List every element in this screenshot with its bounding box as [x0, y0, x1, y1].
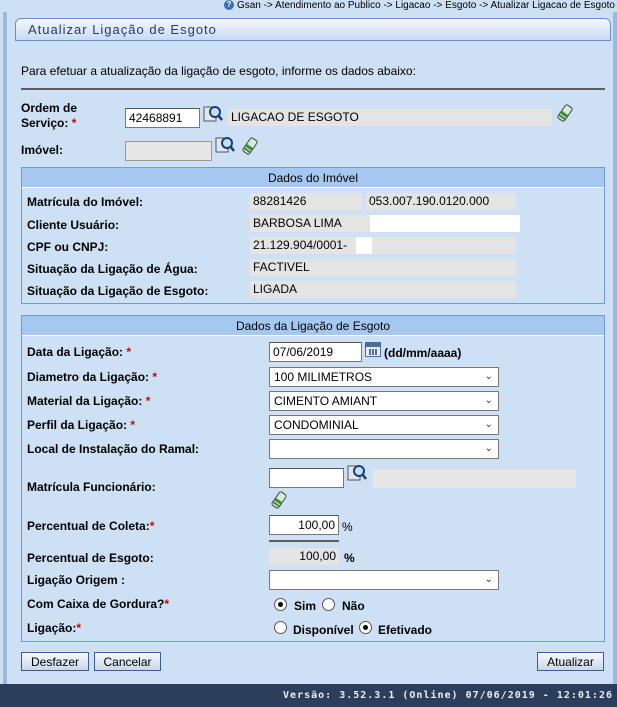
inscricao-value: 053.007.190.0120.000 — [366, 193, 516, 210]
search-icon[interactable] — [215, 135, 235, 155]
ligacao-origem-label: Ligação Origem : — [27, 573, 126, 587]
percentual-esgoto-label: Percentual de Esgoto: — [27, 551, 154, 565]
chevron-down-icon: ⌄ — [484, 574, 493, 585]
local-instalacao-select[interactable] — [269, 439, 499, 459]
caixa-gordura-sim-label: Sim — [294, 599, 317, 613]
intro-text: Para efetuar a atualização da ligação de esgoto, informe os dados abaixo: — [21, 64, 416, 78]
dados-imovel-header: Dados do Imóvel — [22, 168, 604, 188]
ligacao-status-label: Ligação:* — [27, 621, 82, 635]
ordem-servico-label-2: Serviço: * — [21, 116, 77, 130]
data-ligacao-label: Data da Ligação: * — [27, 345, 132, 359]
situacao-esgoto-value: LIGADA — [250, 281, 516, 298]
situacao-agua-value: FACTIVEL — [250, 259, 516, 276]
matricula-imovel-label: Matrícula do Imóvel: — [27, 195, 144, 209]
eraser-icon[interactable] — [242, 137, 258, 155]
cpf-cnpj-label: CPF ou CNPJ: — [27, 240, 109, 254]
ligacao-disponivel-label: Disponível — [293, 623, 354, 637]
atualizar-button[interactable]: Atualizar — [537, 652, 604, 671]
eraser-icon[interactable] — [271, 491, 287, 509]
search-icon[interactable] — [347, 463, 367, 483]
chevron-down-icon: ⌄ — [484, 443, 493, 454]
dados-ligacao-header: Dados da Ligação de Esgoto — [22, 316, 604, 336]
ligacao-efetivado-label: Efetivado — [378, 623, 433, 637]
cliente-usuario-value: BARBOSA LIMA — [250, 215, 516, 232]
funcionario-name-field — [373, 469, 576, 488]
imovel-input[interactable] — [125, 141, 212, 161]
matricula-imovel-value: 88281426 — [250, 193, 362, 210]
percentual-esgoto-value: 100,00 — [269, 548, 339, 565]
caixa-gordura-nao-label: Não — [342, 599, 365, 613]
imovel-label: Imóvel: — [21, 143, 64, 157]
cancelar-button[interactable]: Cancelar — [94, 652, 161, 671]
chevron-down-icon: ⌄ — [484, 395, 493, 406]
date-format-hint: (dd/mm/aaaa) — [384, 346, 462, 360]
ligacao-efetivado-radio[interactable] — [359, 621, 372, 634]
page-title: Atualizar Ligação de Esgoto — [15, 18, 611, 41]
matricula-funcionario-input[interactable] — [269, 468, 344, 488]
search-icon[interactable] — [203, 104, 223, 124]
matricula-funcionario-label: Matrícula Funcionário: — [27, 480, 156, 494]
diametro-label: Diametro da Ligação: * — [27, 370, 158, 384]
ordem-servico-description: LIGACAO DE ESGOTO — [228, 109, 552, 126]
caixa-gordura-nao-radio[interactable] — [322, 598, 335, 611]
divider — [21, 88, 605, 90]
ordem-servico-label: Ordem de — [21, 101, 78, 115]
diametro-select[interactable]: 100 MILIMETROS ⌄ — [269, 367, 499, 387]
cliente-usuario-label: Cliente Usuário: — [27, 218, 120, 232]
redaction-box — [370, 215, 520, 232]
breadcrumb-text: Gsan -> Atendimento ao Publico -> Ligacao -> Esgoto -> Atualizar Ligacao de Esgoto — [236, 0, 615, 11]
caixa-gordura-sim-radio[interactable] — [274, 598, 287, 611]
percentual-coleta-label: Percentual de Coleta:* — [27, 519, 155, 533]
percent-sign: % — [342, 520, 353, 534]
material-label: Material da Ligação: * — [27, 394, 151, 408]
situacao-esgoto-label: Situação da Ligação de Esgoto: — [27, 284, 209, 298]
caixa-gordura-label: Com Caixa de Gordura?* — [27, 597, 170, 611]
version-footer: Versão: 3.52.3.1 (Online) 07/06/2019 - 12:01:26 — [0, 684, 617, 707]
calendar-icon[interactable] — [365, 342, 381, 357]
local-instalacao-label: Local de Instalação do Ramal: — [27, 442, 200, 456]
cpf-cnpj-value: 21.129.904/0001- — [250, 237, 516, 254]
ordem-servico-input[interactable] — [125, 108, 200, 128]
help-icon[interactable]: ? — [224, 0, 234, 10]
right-border — [613, 12, 617, 684]
left-border — [3, 12, 7, 684]
data-ligacao-input[interactable] — [269, 342, 362, 362]
material-select[interactable]: CIMENTO AMIANT ⌄ — [269, 391, 499, 411]
chevron-down-icon: ⌄ — [484, 419, 493, 430]
perfil-label: Perfil da Ligação: * — [27, 418, 136, 432]
redaction-box — [356, 237, 372, 254]
perfil-select[interactable]: CONDOMINIAL ⌄ — [269, 415, 499, 435]
ligacao-origem-select[interactable] — [269, 570, 499, 590]
situacao-agua-label: Situação da Ligação de Água: — [27, 262, 198, 276]
divider — [269, 540, 339, 542]
percentual-coleta-input[interactable] — [269, 515, 339, 535]
breadcrumb — [0, 0, 617, 12]
chevron-down-icon: ⌄ — [484, 371, 493, 382]
ligacao-disponivel-radio[interactable] — [274, 621, 287, 634]
percent-sign: % — [344, 551, 355, 565]
eraser-icon[interactable] — [557, 104, 573, 122]
desfazer-button[interactable]: Desfazer — [21, 652, 89, 671]
